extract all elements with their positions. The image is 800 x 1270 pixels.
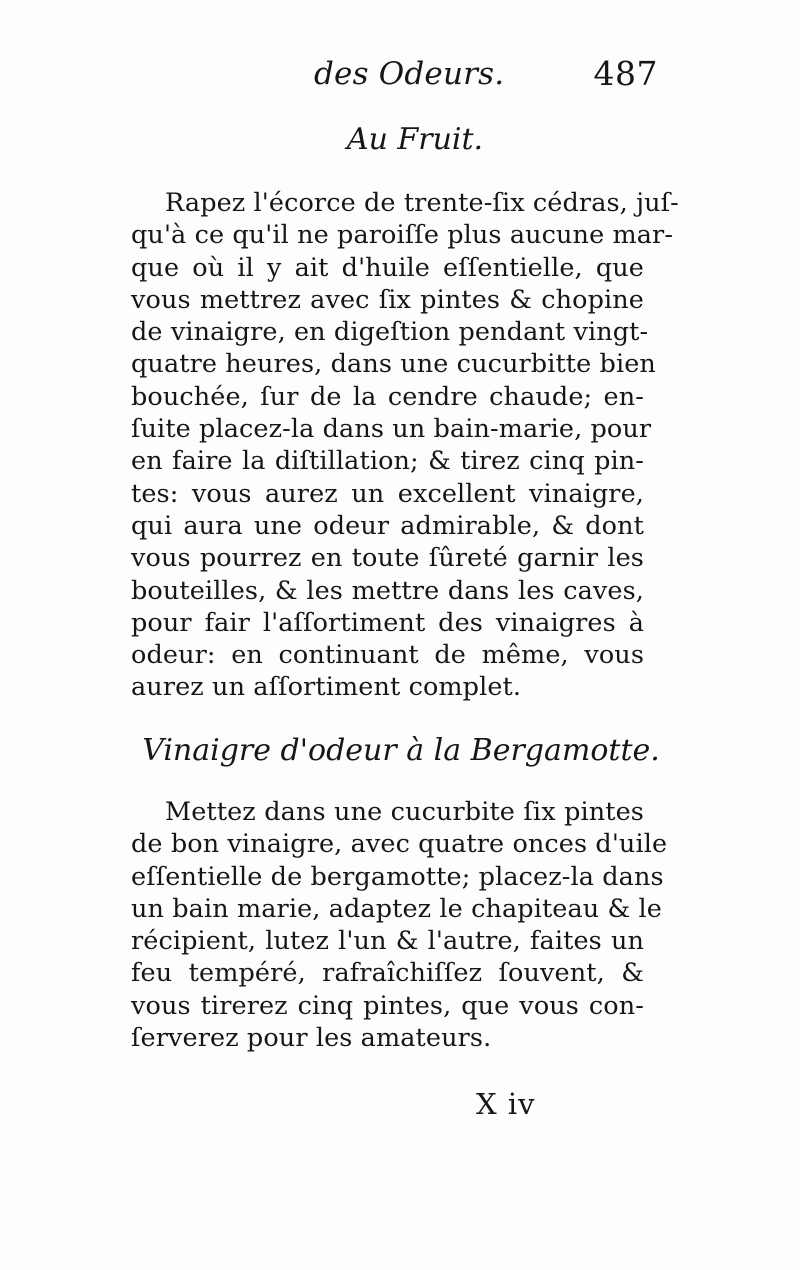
text-line: bouteilles, & les mettre dans les caves, — [131, 575, 644, 606]
text-line: qu'à ce qu'il ne paroiſſe plus aucune mar- — [131, 220, 674, 251]
text-line: quatre heures, dans une cucurbitte bien — [131, 349, 656, 380]
text-line: aurez un aſſortiment complet. — [131, 672, 522, 703]
text-line: qui aura une odeur admirable, & dont — [131, 510, 644, 541]
running-title: des Odeurs. — [314, 56, 505, 92]
text-line: vous mettrez avec ſix pintes & chopine — [131, 284, 644, 315]
text-line: vous tirerez cinq pintes, que vous con- — [131, 990, 644, 1021]
text-line: un bain marie, adaptez le chapiteau & le — [131, 893, 662, 924]
text-line: vous pourrez en toute ſûreté garnir les — [131, 543, 644, 574]
section-title-au-fruit: Au Fruit. — [346, 122, 484, 157]
text-line: que où il y ait d'huile eſſentielle, que — [131, 252, 644, 283]
text-line: Rapez l'écorce de trente-ſix cédras, juſ- — [165, 188, 679, 218]
paragraph-bergamotte — [131, 796, 668, 1054]
text-line: pour fair l'aſſortiment des vinaigres à — [131, 607, 644, 638]
text-line: récipient, lutez l'un & l'autre, faites un — [131, 926, 644, 957]
text-line: Mettez dans une cucurbite ſix pintes — [165, 797, 644, 827]
text-line: eſſentielle de bergamotte; placez-la dans — [131, 861, 664, 892]
section-title-bergamotte: Vinaigre d'odeur à la Bergamotte. — [142, 733, 660, 768]
text-line: odeur: en continuant de même, vous — [131, 640, 644, 671]
text-line: ſerverez pour les amateurs. — [131, 1023, 492, 1054]
text-line: ſuite placez-la dans un bain-marie, pour — [131, 414, 652, 445]
text-line: feu tempéré, rafraîchiſſez ſouvent, & — [131, 958, 644, 989]
signature-mark: X iv — [476, 1087, 536, 1121]
running-head — [128, 56, 658, 106]
text-line: en faire la diſtillation; & tirez cinq pin- — [131, 446, 644, 477]
text-line: tes: vous aurez un excellent vinaigre, — [131, 478, 644, 509]
text-line: de bon vinaigre, avec quatre onces d'uile — [131, 829, 668, 860]
text-line: bouchée, ſur de la cendre chaude; en- — [131, 381, 644, 412]
page-number: 487 — [593, 54, 658, 93]
paragraph-au-fruit — [131, 187, 679, 704]
text-line: de vinaigre, en digeſtion pendant vingt- — [131, 317, 649, 348]
